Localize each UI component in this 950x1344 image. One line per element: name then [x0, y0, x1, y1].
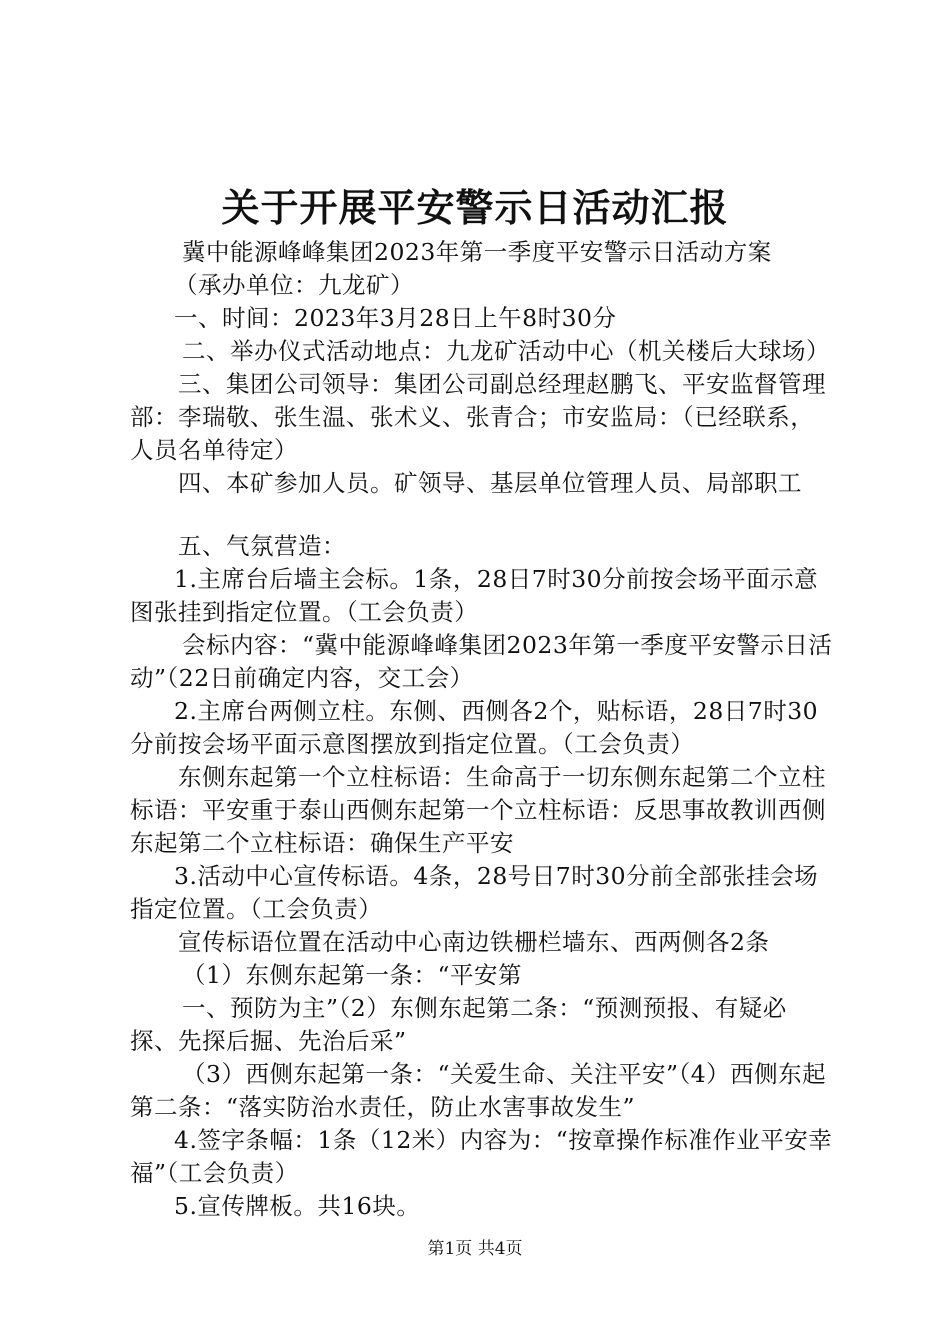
paragraph-organizer: （承办单位：九龙矿） [174, 271, 414, 299]
paragraph-gap [130, 500, 834, 530]
paragraph-slogan-position: 宣传标语位置在活动中心南边铁栅栏墙东、西两侧各2条 [178, 928, 770, 956]
paragraph-pillar-slogans: 东侧东起第一个立柱标语：生命高于一切东侧东起第二个立柱标语：平安重于泰山西侧东起第一个立柱标语：反思事故教训西侧东起第二个立柱标语：确保生产平安 [130, 763, 826, 857]
paragraph-leaders: 三、集团公司领导：集团公司副总经理赵鹏飞、平安监督管理部：李瑞敬、张生温、张术义、张青合；市安监局：（已经联系，人员名单待定） [130, 370, 826, 464]
paragraph-slogan-3-4: （3）西侧东起第一条：“关爱生命、关注平安”（4）西侧东起第二条：“落实防治水责任，防止水害事故发生” [130, 1060, 827, 1121]
paragraph-location: 二、举办仪式活动地点：九龙矿活动中心（机关楼后大球场） [182, 337, 830, 365]
paragraph-slogan-1: （1）东侧东起第一条：“平安第 [182, 961, 522, 989]
paragraph-plan-name: 冀中能源峰峰集团2023年第一季度平安警示日活动方案 [182, 238, 772, 266]
paragraph-slogan-2: 一、预防为主”（2）东侧东起第二条：“预测预报、有疑必探、先探后掘、先治后采” [130, 994, 787, 1055]
paragraph-atmosphere: 五、气氛营造： [178, 532, 346, 560]
document-title: 关于开展平安警示日活动汇报 [221, 185, 729, 230]
document-body [130, 236, 834, 1223]
paragraph-item-5: 5.宣传牌板。共16块。 [174, 1192, 421, 1220]
page-number: 第1页 共4页 [427, 1239, 523, 1259]
paragraph-banner-content: 会标内容：“冀中能源峰峰集团2023年第一季度平安警示日活动”（22日前确定内容，交工会） [130, 631, 833, 692]
paragraph-item-3: 3.活动中心宣传标语。4条，28号日7时30分前全部张挂会场指定位置。（工会负责） [130, 862, 819, 923]
paragraph-item-4: 4.签字条幅：1条（12米）内容为：“按章操作标准作业平安幸福”（工会负责） [130, 1126, 833, 1187]
paragraph-item-2: 2.主席台两侧立柱。东侧、西侧各2个，贴标语，28日7时30分前按会场平面示意图摆放到指定位置。（工会负责） [130, 697, 819, 758]
paragraph-participants: 四、本矿参加人员。矿领导、基层单位管理人员、局部职工 [178, 469, 802, 497]
paragraph-item-1: 1.主席台后墙主会标。1条，28日7时30分前按会场平面示意图张挂到指定位置。（工会负责） [130, 565, 819, 626]
paragraph-time: 一、时间：2023年3月28日上午8时30分 [174, 304, 617, 332]
